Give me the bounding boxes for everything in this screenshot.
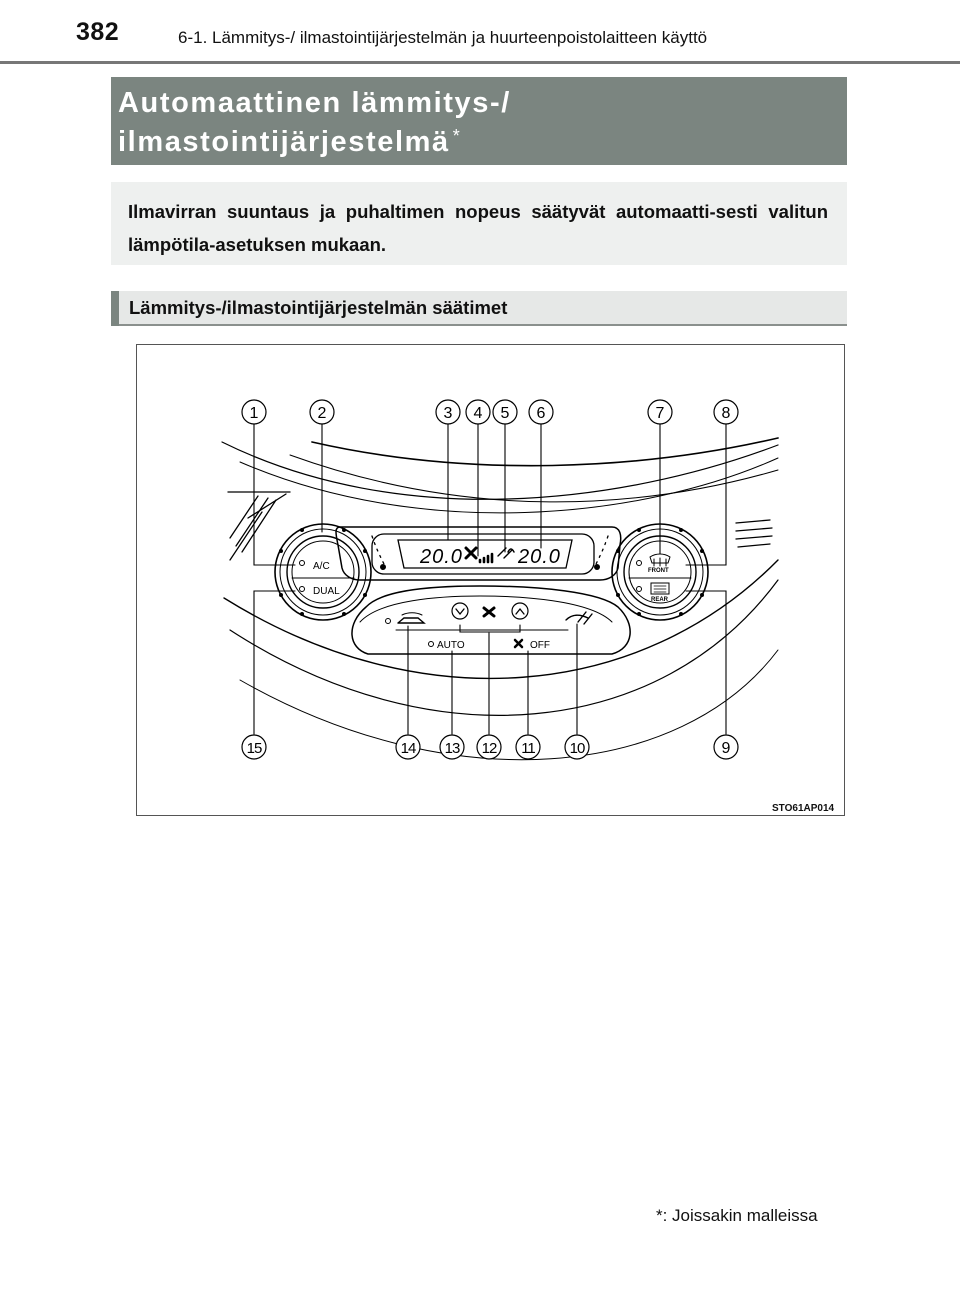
intro-text: Ilmavirran suuntaus ja puhaltimen nopeus säätyvät automaatti-sesti valitun lämpötila-asetuksen mukaan. — [128, 201, 828, 255]
callout-6 — [529, 400, 553, 424]
svg-text:2: 2 — [317, 405, 327, 422]
callout-15 — [242, 735, 266, 759]
callout-8 — [714, 400, 738, 424]
callouts-top — [242, 400, 738, 424]
svg-text:1: 1 — [249, 405, 259, 422]
svg-text:15: 15 — [246, 740, 262, 757]
dual-button-label: DUAL — [313, 586, 340, 597]
auto-button-label: AUTO — [437, 640, 465, 651]
rear-defroster-label: REAR — [651, 597, 669, 603]
svg-text:7: 7 — [655, 405, 665, 422]
svg-text:5: 5 — [500, 405, 510, 422]
svg-text:8: 8 — [721, 405, 731, 422]
svg-text:12: 12 — [481, 740, 497, 757]
svg-text:14: 14 — [400, 740, 416, 757]
callout-3 — [436, 400, 460, 424]
callout-5 — [493, 400, 517, 424]
callout-9 — [714, 735, 738, 759]
svg-text:3: 3 — [443, 405, 453, 422]
off-button-label: OFF — [530, 640, 550, 651]
callouts-bottom — [242, 735, 738, 759]
svg-text:11: 11 — [521, 740, 535, 757]
title-line-1: Automaattinen lämmitys-/ — [118, 87, 511, 119]
chapter-title: 6-1. Lämmitys-/ ilmastointijärjestelmän ja huurteenpoistolaitteen käyttö — [178, 28, 708, 47]
svg-text:10: 10 — [569, 740, 585, 757]
svg-text:4: 4 — [473, 405, 483, 422]
footnote: *: Joissakin malleissa — [656, 1206, 818, 1225]
page-number: 382 — [76, 18, 120, 46]
svg-text:9: 9 — [721, 740, 731, 757]
callout-7 — [648, 400, 672, 424]
svg-text:13: 13 — [444, 740, 460, 757]
ac-button-label: A/C — [313, 561, 330, 572]
callout-1 — [242, 400, 266, 424]
front-defroster-label: FRONT — [648, 568, 669, 574]
callout-12 — [477, 735, 501, 759]
svg-text:6: 6 — [536, 405, 546, 422]
callout-13 — [440, 735, 464, 759]
title-asterisk: * — [452, 126, 462, 146]
callout-10 — [565, 735, 589, 759]
right-temp-readout: 20.0 — [518, 546, 561, 568]
callout-11 — [516, 735, 540, 759]
callout-4 — [466, 400, 490, 424]
title-line-2: ilmastointijärjestelmä — [118, 126, 450, 158]
figure-code: STO61AP014 — [772, 803, 835, 814]
left-temp-readout: 20.0 — [420, 546, 463, 568]
callout-2 — [310, 400, 334, 424]
section-title: Lämmitys-/ilmastointijärjestelmän säätimet — [129, 297, 508, 318]
callout-14 — [396, 735, 420, 759]
